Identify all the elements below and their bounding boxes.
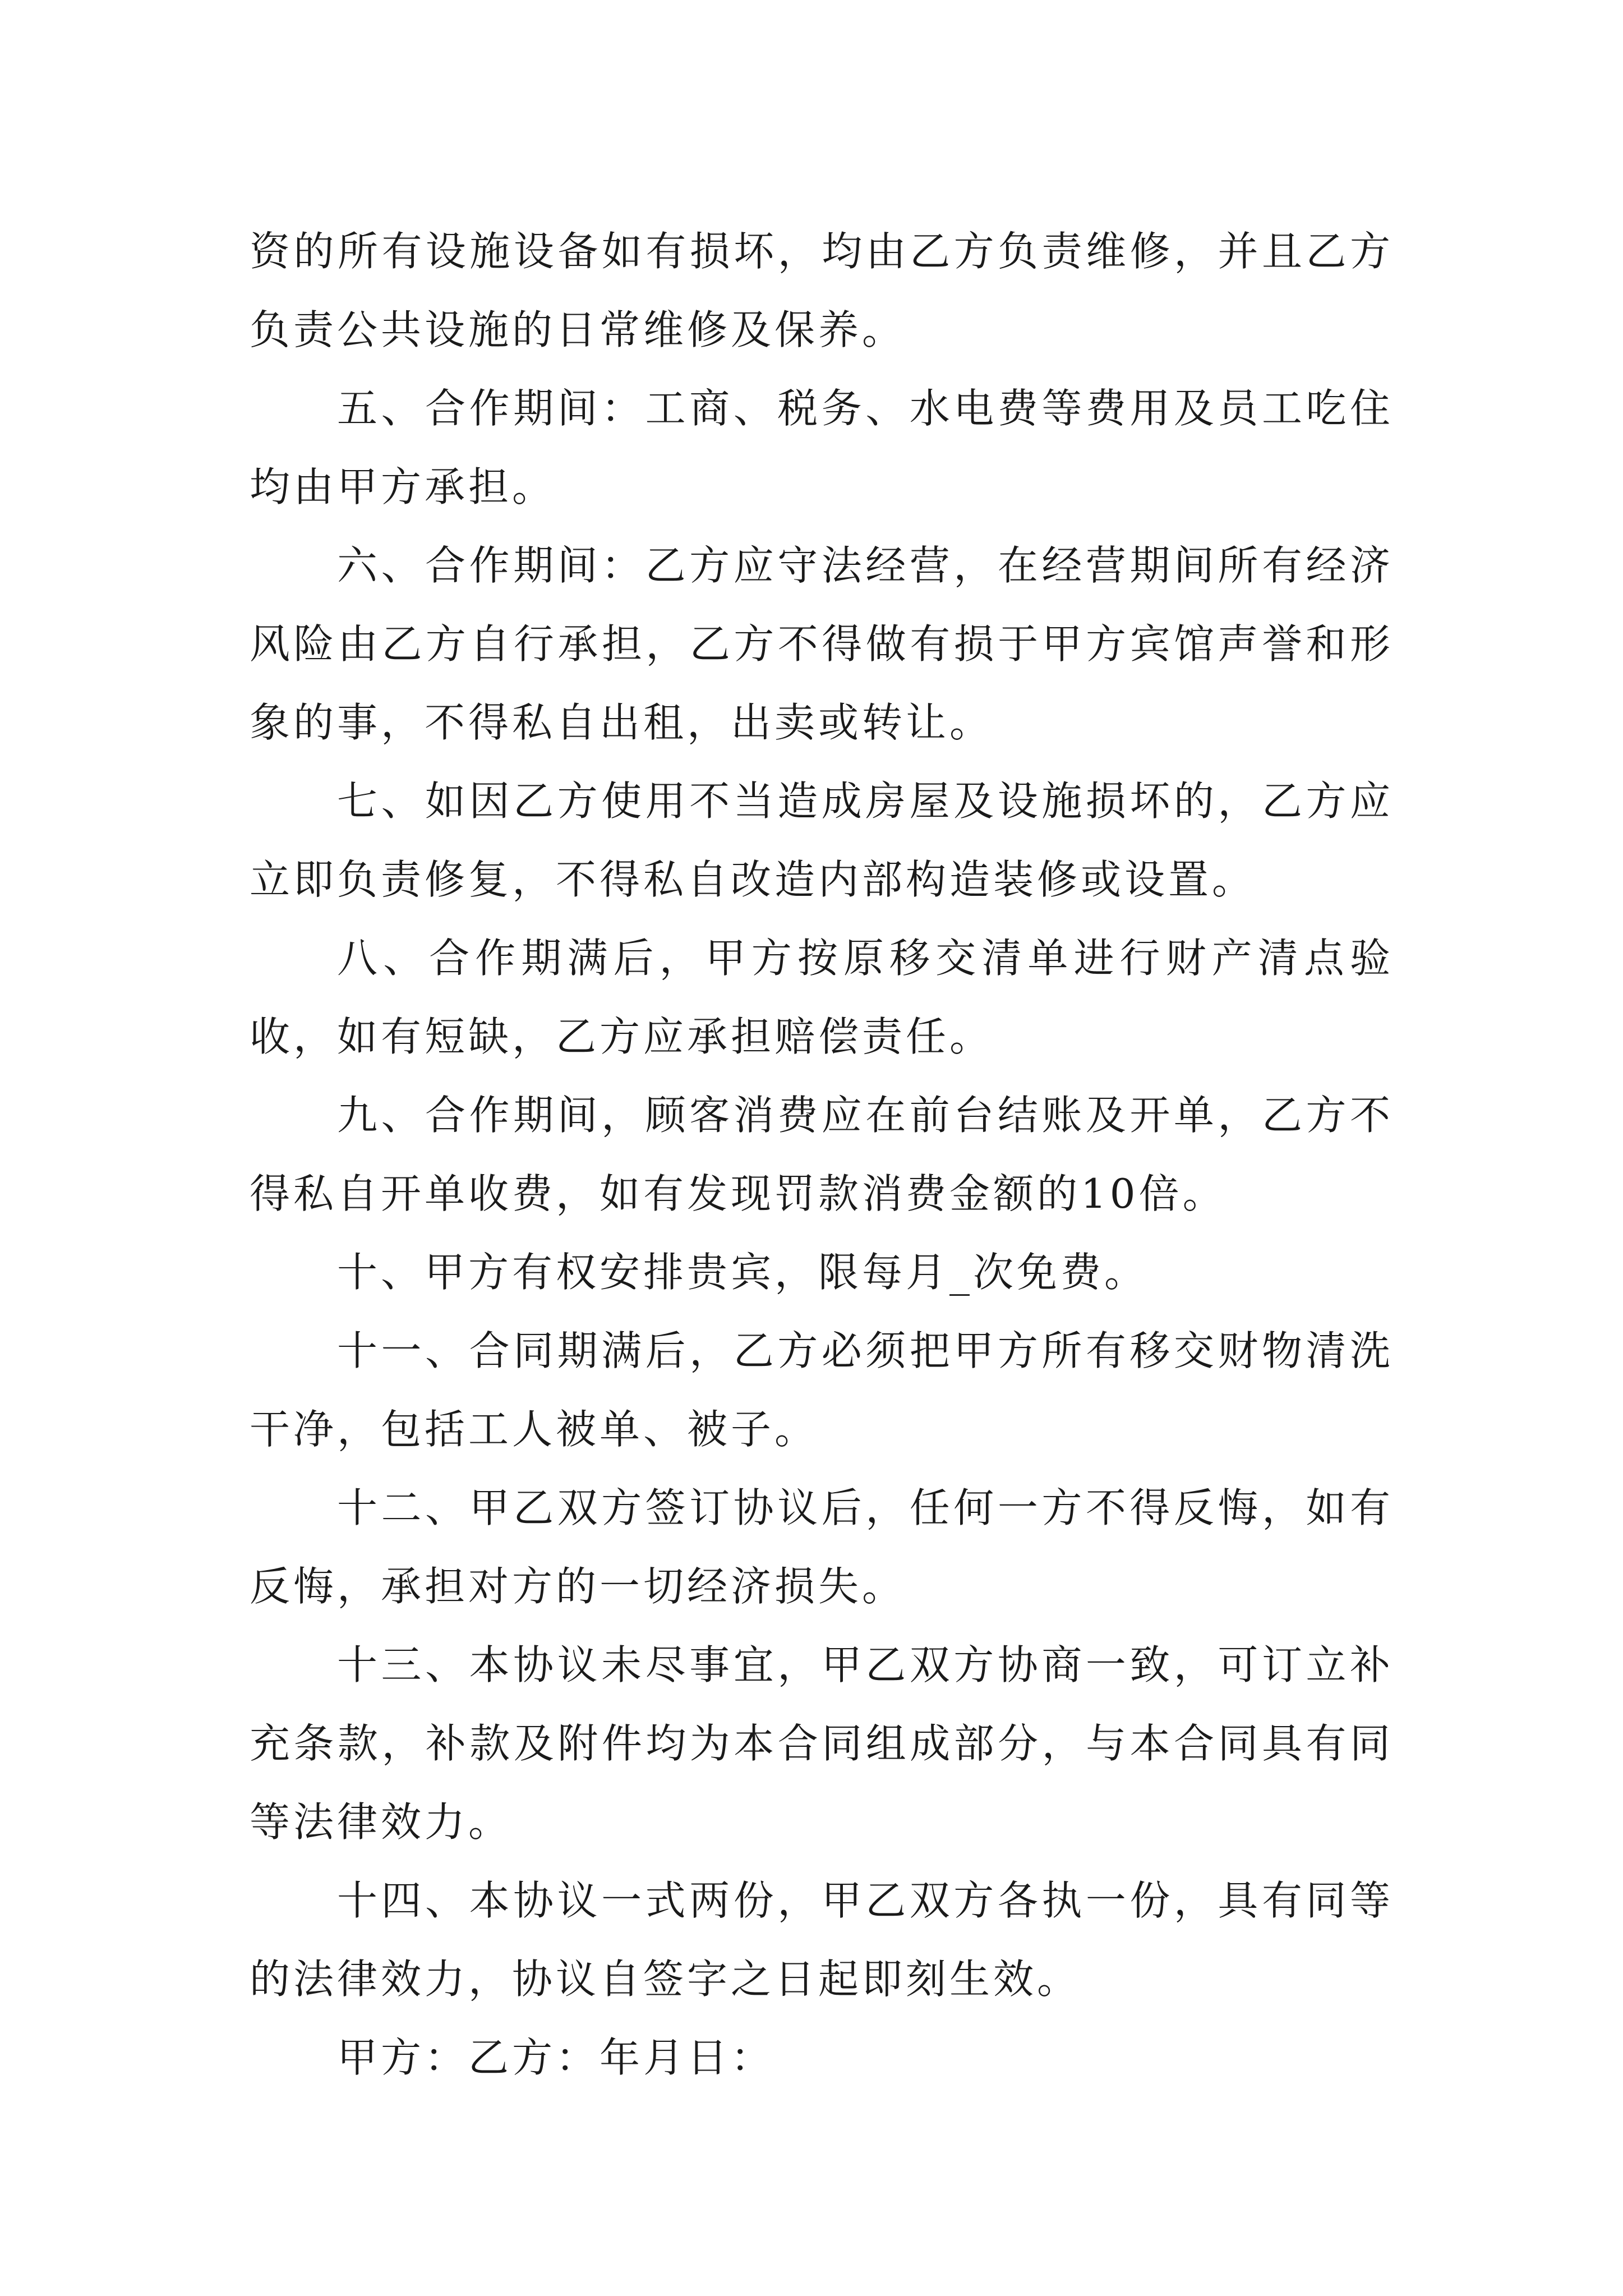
clause-11: 十一、合同期满后，乙方必须把甲方所有移交财物清洗干净，包括工人被单、被子。 <box>250 1327 1394 1453</box>
paragraph-continuation: 资的所有设施设备如有损坏，均由乙方负责维修，并且乙方负责公共设施的日常维修及保养。 <box>250 228 1394 353</box>
clause-9: 九、合作期间，顾客消费应在前台结账及开单，乙方不得私自开单收费，如有发现罚款消费金额的10倍。 <box>250 1092 1394 1217</box>
clause-13: 十三、本协议未尽事宜，甲乙双方协商一致，可订立补充条款，补款及附件均为本合同组成部分，与本合同具有同等法律效力。 <box>250 1641 1394 1846</box>
clause-5: 五、合作期间：工商、税务、水电费等费用及员工吃住均由甲方承担。 <box>250 385 1394 510</box>
clause-7: 七、如因乙方使用不当造成房屋及设施损坏的，乙方应立即负责修复，不得私自改造内部构造装修或设置。 <box>250 777 1394 903</box>
clause-10: 十、甲方有权安排贵宾，限每月_次免费。 <box>337 1249 1149 1296</box>
clause-14: 十四、本协议一式两份，甲乙双方各执一份，具有同等的法律效力，协议自签字之日起即刻生效。 <box>250 1877 1394 2003</box>
clause-12: 十二、甲乙双方签订协议后，任何一方不得反悔，如有反悔，承担对方的一切经济损失。 <box>250 1484 1394 1610</box>
clause-6: 六、合作期间：乙方应守法经营，在经营期间所有经济风险由乙方自行承担，乙方不得做有损于甲方宾馆声誉和形象的事，不得私自出租，出卖或转让。 <box>250 542 1394 746</box>
signature-line: 甲方：乙方：年月日： <box>337 2034 775 2081</box>
contract-body <box>250 212 1394 2097</box>
clause-8: 八、合作期满后，甲方按原移交清单进行财产清点验收，如有短缺，乙方应承担赔偿责任。 <box>250 935 1394 1060</box>
